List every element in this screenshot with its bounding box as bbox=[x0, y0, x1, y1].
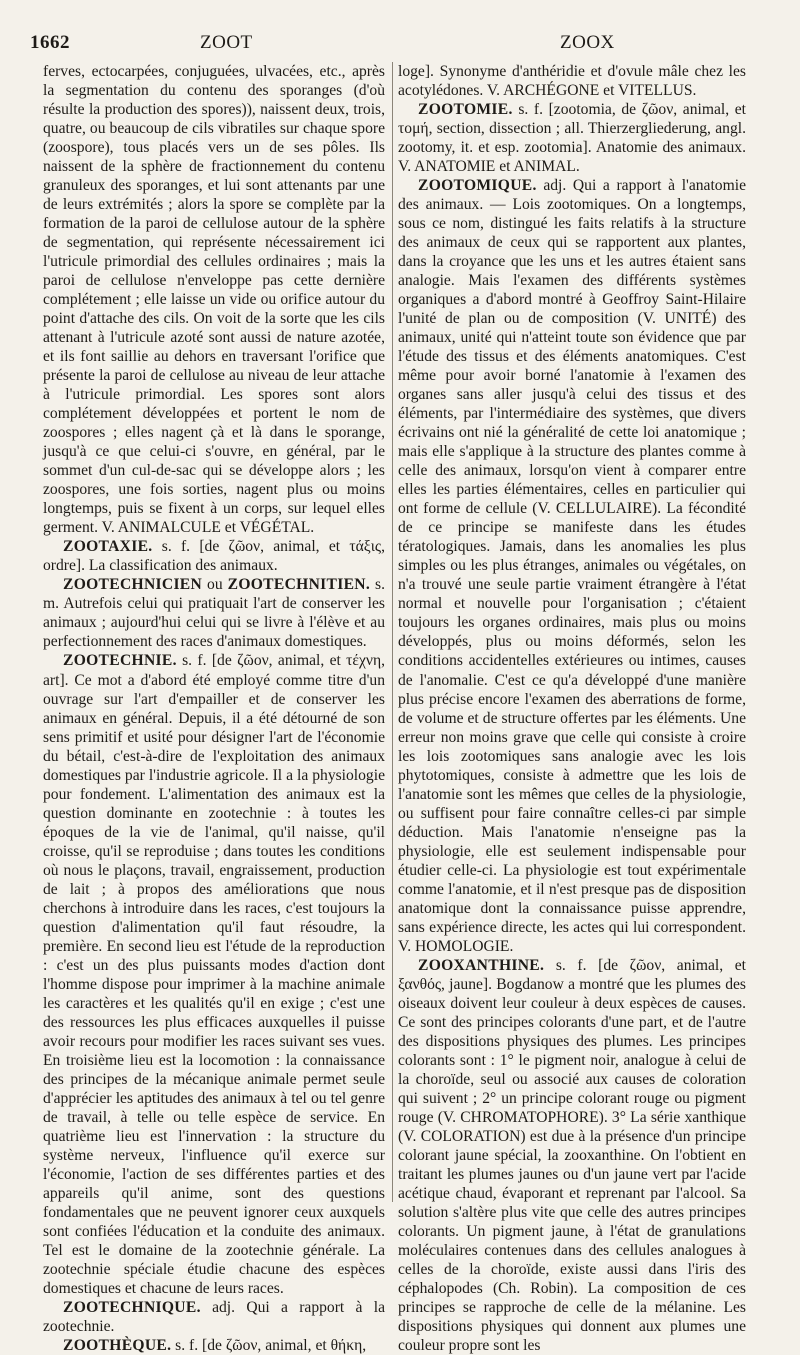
definition: s. f. [zootomia, de ζῶον, animal, et τομή, section, dissection ; all. Thierzergliederung, angl. zootomy, it. et esp. zootomia]. Anatomie des animaux. V. ANATOMIE et ANIMAL. bbox=[398, 101, 746, 176]
right-running-head: ZOOX bbox=[560, 32, 615, 53]
definition: s. f. [de ζῶον, animal, et τέχνη, art]. Ce mot a d'abord été employé comme titre d'un ouvrage sur l'art d'empailler et de conserver les animaux en général. Depuis, il a été détourné de son sens primitif et usité pour désigner l'art de l'économie du bétail, c'est-à-dire de l'exploitation des animaux domestiques par l'industrie agricole. Il a la physiologie pour fondement. L'alimentation des animaux est la question dominante en zootechnie : à toutes les époques de la vie de l'animal, qu'il naisse, qu'il croisse, qu'il se reproduise ; dans toutes les conditions où nous le plaçons, travail, engraissement, production de lait ; à propos des améliorations que nous cherchons à introduire dans les races, c'est toujours la question d'alimentation qu'il faut résoudre, la première. En second lieu est l'étude de la reproduction : c'est un des plus puissants modes d'action dont l'homme dispose pour imprimer à la machine animale les caractères et les qualités qu'il en exige ; c'est une des ressources les plus efficaces auxquelles il puisse avoir recours pour modifier les races suivant ses vues. En troisième lieu est la locomotion : la connaissance des principes de la mécanique animale permet seule d'apprécier les aptitudes des animaux à tel ou tel genre de travail, à telle ou telle espèce de service. En quatrième lieu est l'innervation : la structure du système nerveux, l'influence qu'il exerce sur l'économie, l'action de ses différentes parties et des appareils qu'il anime, sont des questions fondamentales que ne peuvent ignorer ceux auxquels sont confiées l'éducation et la conduite des animaux. Tel est le domaine de la zootechnie générale. La zootechnie spéciale étudie chacune des espèces domestiques et chacune de leurs races. bbox=[43, 652, 385, 1297]
headword: ZOOTECHNIQUE. bbox=[63, 1299, 201, 1317]
definition: s. f. [de ζῶον, animal, et ξανθός, jaune]. Bogdanow a montré que les plumes des oiseaux doivent leur couleur à deux espèces de causes. Ce sont des principes colorants d'une part, et de l'autre des dispositions physiques des plumes. Les principes colorants sont : 1° le pigment noir, analogue à celui de la choroïde, seul ou associé aux causes de coloration qui suivent ; 2° un principe colorant rouge ou pigment rouge (V. CHROMATOPHORE). 3° La série xanthique (V. COLORATION) est due à la présence d'un principe colorant jaune spécial, la zooxanthine. On l'obtient en traitant les plumes jaunes ou d'un jaune vert par l'acide acétique chaud, évaporant et reprenant par l'alcool. Sa solution s'altère plus vite que celle des autres principes colorants. Un pigment jaune, à l'état de granulations moléculaires contenues dans des cellules analogues à celles de la choroïde, existe aussi dans l'iris des céphalopodes (Ch. Robin). La composition de ces principes se rapproche de celle de la mélanine. Les dispositions physiques qui donnent aux plumes une couleur propre sont les bbox=[398, 956, 746, 1355]
headword: ZOOXANTHINE. bbox=[418, 956, 545, 974]
entry-zootechnicien bbox=[43, 575, 385, 651]
column-divider bbox=[392, 62, 393, 1202]
headword: ZOOTECHNIE. bbox=[63, 652, 177, 670]
left-column bbox=[43, 62, 385, 1355]
headword: ZOOTHÈQUE. bbox=[63, 1337, 172, 1355]
definition: adj. Qui a rapport à la zootechnie. bbox=[43, 1299, 385, 1336]
continued-paragraph: ferves, ectocarpées, conjuguées, ulvacées, etc., après la segmentation du contenu des sporanges (d'où résulte la production des spores)), naissent deux, trois, quatre, ou beaucoup de cils vibratiles sur chaque spore (zoospore), tous placés vers un de ses pôles. Ils naissent de la sphère de fractionnement du contenu granuleux des sporanges, et lui sont attenants par une de leurs extrémités ; alors la spore se complète par la formation de la paroi de cellulose autour de la sphère de segmentation, qui représente nécessairement ici l'utricule primordial des cellules ordinaires ; mais la paroi de cellulose n'enveloppe pas cette dernière complétement ; elle laisse un vide ou orifice autour du point d'attache des cils. On voit de la sorte que les cils attenant à l'utricule azoté sont aussi de nature azotée, et ils font saillie au dehors en traversant l'orifice que présente la paroi de cellulose au niveau de leur attache à l'utricule primordial. Les spores sont alors complétement développées et portent le nom de zoospores ; elles nagent çà et là dans le sporange, jusqu'à ce que celui-ci s'ouvre, en général, par le sommet d'un cul-de-sac qui se développe alors ; les zoospores, une fois sorties, nagent plus ou moins longtemps, puis se fixent à un corps, sur lequel elles germent. V. ANIMALCULE et VÉGÉTAL. bbox=[43, 63, 385, 537]
headword: ZOOTOMIQUE. bbox=[418, 177, 537, 195]
headword: ZOOTAXIE. bbox=[63, 538, 153, 556]
headword-variant: ZOOTECHNITIEN. bbox=[227, 576, 371, 594]
left-running-head: ZOOT bbox=[200, 32, 253, 53]
right-column bbox=[398, 62, 746, 1355]
definition: s. f. [de ζῶον, animal, et θήκη, bbox=[171, 1337, 367, 1355]
running-header bbox=[30, 32, 770, 58]
entry-zootechnique bbox=[43, 1298, 385, 1336]
definition: s. m. Autrefois celui qui pratiquait l'art de conserver les animaux ; aujourd'hui celui qui se livre à l'élève et au perfectionnement des races d'animaux domestiques. bbox=[43, 576, 385, 651]
entry-zootomie bbox=[398, 100, 746, 176]
entry-zootomique bbox=[398, 176, 746, 956]
entry-zooxanthine bbox=[398, 956, 746, 1355]
entry-zootheque bbox=[43, 1336, 385, 1355]
entry-zootaxie bbox=[43, 537, 385, 575]
headword: ZOOTOMIE. bbox=[418, 101, 513, 119]
continued-paragraph: loge]. Synonyme d'anthéridie et d'ovule mâle chez les acotylédones. V. ARCHÉGONE et VITELLUS. bbox=[398, 63, 746, 100]
definition: s. f. [de ζῶον, animal, et τάξις, ordre]. La classification des animaux. bbox=[43, 538, 385, 575]
connector: ou bbox=[202, 576, 228, 594]
entry-zootechnie bbox=[43, 651, 385, 1298]
headword: ZOOTECHNICIEN bbox=[63, 576, 203, 594]
page-number: 1662 bbox=[30, 32, 70, 53]
definition: adj. Qui a rapport à l'anatomie des animaux. — Lois zootomiques. On a longtemps, sous ce nom, distingué les faits relatifs à la structure des animaux de ceux qui se rapportent aux plantes, dans la croyance que les uns et les autres étaient sans analogie. Mais l'examen des différents systèmes organiques a d'abord montré à Geoffroy Saint-Hilaire l'unité de plan ou de composition (V. UNITÉ) des animaux, unité qui n'atteint toute son évidence que par l'étude des tissus et des éléments anatomiques. C'est même pour avoir borné l'anatomie à l'examen des organes sans aller jusqu'à celui des tissus et des éléments, par l'intermédiaire des systèmes, que divers écrivains ont nié la généralité de cette loi anatomique ; mais elle s'applique à la structure des plantes comme à celle des animaux, lorsqu'on vient à comparer entre elles les parties élémentaires, celles en particulier qui ont forme de cellule (V. CELLULAIRE). La fécondité de ce principe se manifeste dans les études tératologiques. Jamais, dans les anomalies les plus simples ou les plus étranges, animales ou végétales, on n'a trouvé une seule partie vraiment étrangère à l'état normal et nouvelle pour l'organisation ; c'étaient toujours les organes ordinaires, mais plus ou moins développés, plus ou moins déformés, selon les conditions accidentelles extérieures ou intimes, causes de l'anomalie. C'est ce qu'a développé d'une manière plus précise encore l'examen des aberrations de forme, de volume et de structure offertes par les éléments. Une erreur non moins grave que celle qui consiste à croire les lois zootomiques sans analogie avec les lois phytotomiques, consiste à admettre que les lois de l'anatomie sont les mêmes que celles de la physiologie, ou suffisent pour faire connaître celles-ci par simple déduction. Mais l'anatomie n'enseigne pas la physiologie, elle est seulement indispensable pour étudier celle-ci. La physiologie est tout expérimentale comme l'anatomie, et il n'est presque pas de disposition anatomique dont la connaissance puisse apprendre, sans expérience directe, les actes qui lui correspondent. V. HOMOLOGIE. bbox=[398, 177, 746, 955]
